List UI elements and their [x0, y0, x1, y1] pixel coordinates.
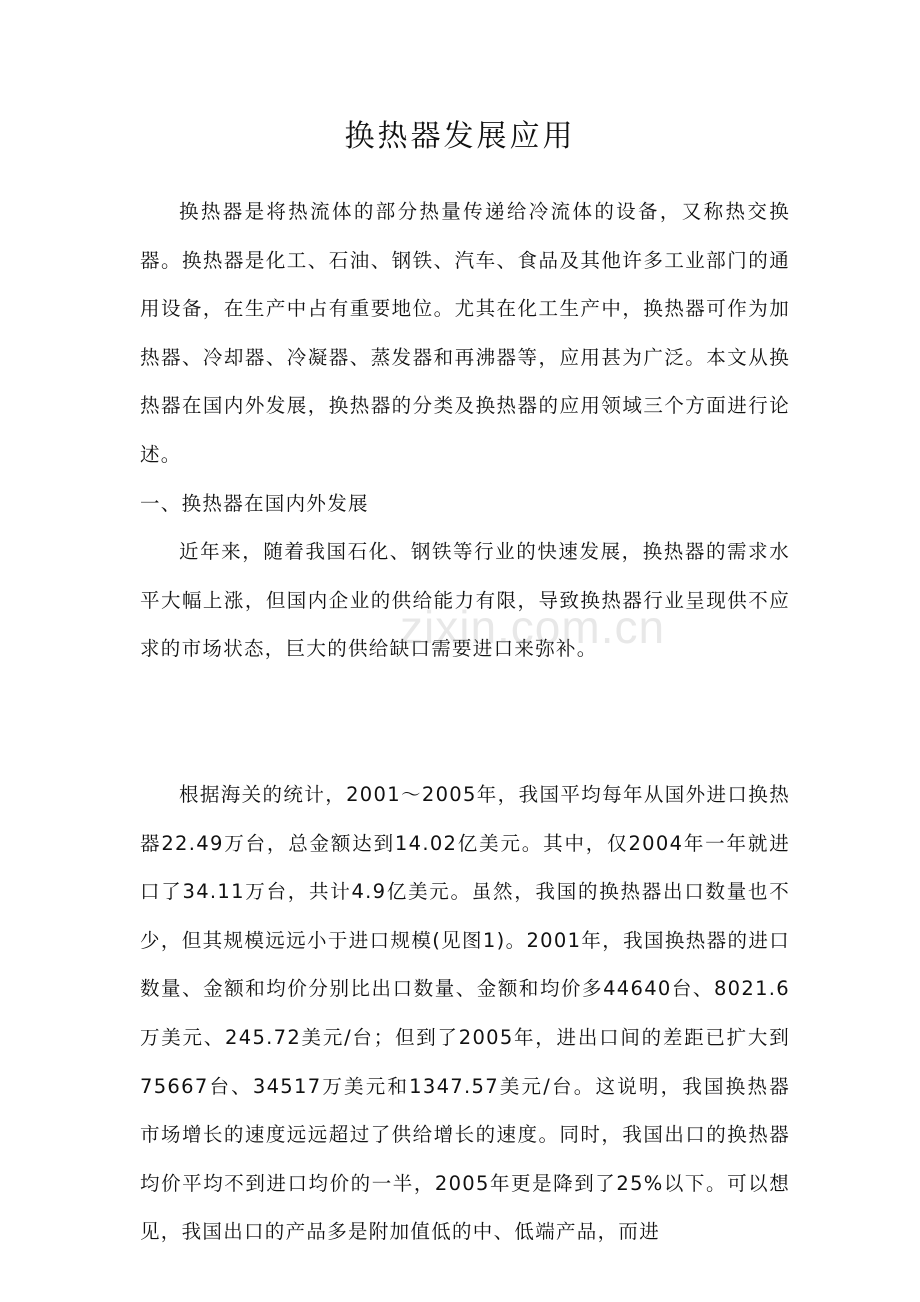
section-paragraph-2: 根据海关的统计，2001～2005年，我国平均每年从国外进口换热器22.49万台，总金额达到14.02亿美元。其中，仅2004年一年就进口了34.11万台，共计4.9亿美元。虽然，我国的换热器出口数量也不少，但其规模远远小于进口规模(见图1)。2001年，我国换热器的进口数量、金额和均价分别比出口数量、金额和均价多44640台、8021.6万美元、245.72美元/台；但到了2005年，进出口间的差距已扩大到75667台、34517万美元和1347.57美元/台。这说明，我国换热器市场增长的速度远远超过了供给增长的速度。同时，我国出口的换热器均价平均不到进口均价的一半，2005年更是降到了25%以下。可以想见，我国出口的产品多是附加值低的中、低端产品，而进 [140, 782, 790, 1244]
section-paragraph-1: 近年来，随着我国石化、钢铁等行业的快速发展，换热器的需求水平大幅上涨，但国内企业的供给能力有限，导致换热器行业呈现供不应求的市场状态，巨大的供给缺口需要进口来弥补。 [140, 540, 790, 661]
intro-paragraph: 换热器是将热流体的部分热量传递给冷流体的设备，又称热交换器。换热器是化工、石油、钢铁、汽车、食品及其他许多工业部门的通用设备，在生产中占有重要地位。尤其在化工生产中，换热器可作为加热器、冷却器、冷凝器、蒸发器和再沸器等，应用甚为广泛。本文从换热器在国内外发展，换热器的分类及换热器的应用领域三个方面进行论述。 [140, 200, 790, 466]
document-title: 换热器发展应用 [344, 119, 576, 154]
section-heading: 一、换热器在国内外发展 [140, 491, 369, 515]
paragraph-spacer [140, 674, 790, 771]
document-body [140, 188, 790, 1257]
watermark: zixin.com.cn [400, 601, 666, 653]
